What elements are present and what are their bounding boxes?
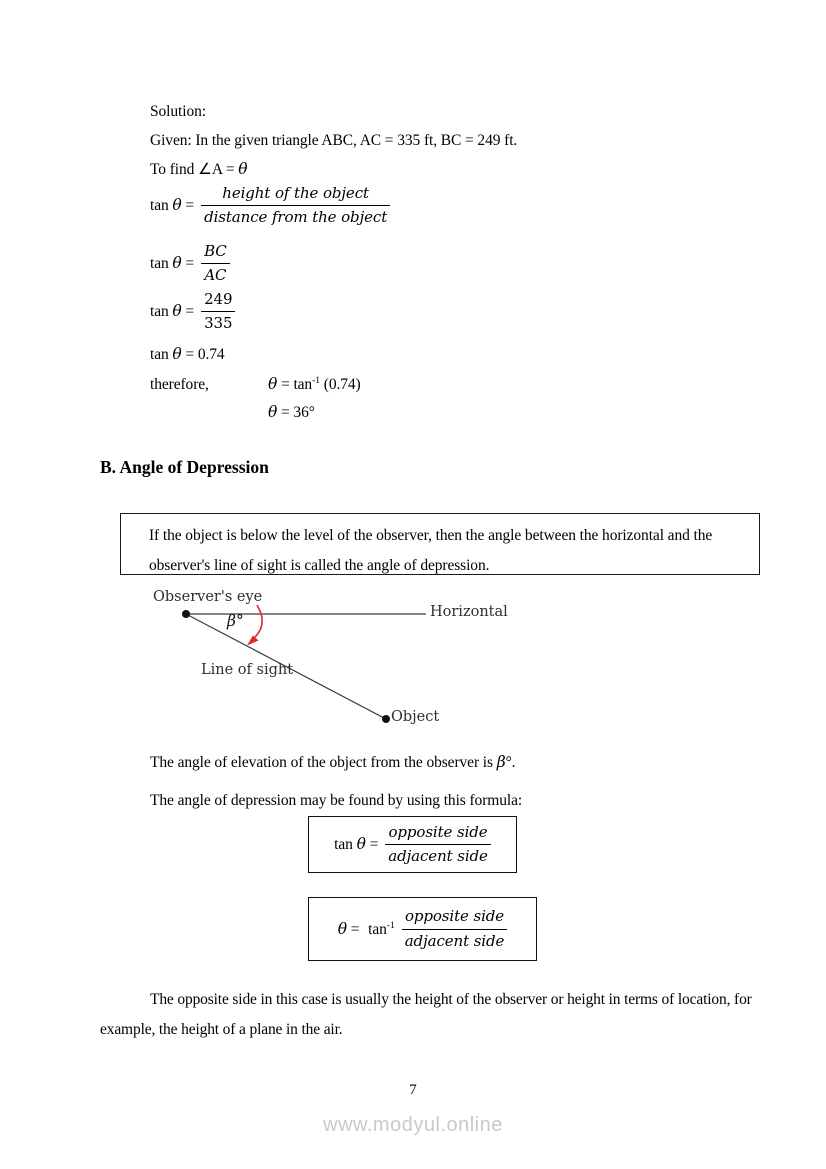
given-statement: Given: In the given triangle ABC, AC = 335 ft, BC = 249 ft. — [150, 132, 518, 149]
theta-symbol: θ — [356, 835, 366, 853]
to-find-statement — [150, 160, 248, 180]
line-of-sight-label: Line of sight — [201, 662, 294, 678]
watermark: www.modyul.online — [323, 1114, 503, 1136]
beta-angle-label: β° — [227, 612, 244, 630]
tan-function: tan — [150, 302, 173, 320]
tan-function: tan — [368, 920, 387, 938]
equation-inverse-tan — [268, 376, 361, 393]
fraction-numerator: opposite side — [402, 908, 508, 929]
fraction-numerator: opposite side — [385, 824, 491, 845]
equation-result — [268, 403, 315, 423]
definition-box: If the object is below the level of the observer, then the angle between the horizontal and the observer's line of sight is called the angle of depression. — [120, 513, 760, 575]
fraction-numerator: BC — [201, 243, 230, 264]
object-dot — [382, 715, 390, 723]
inverse-exponent: -1 — [312, 375, 320, 386]
theta-symbol: θ — [172, 301, 182, 320]
page-number: 7 — [409, 1082, 417, 1098]
observer-eye-dot — [182, 610, 190, 618]
to-find-text: To find ∠A = — [150, 161, 239, 178]
fraction-numerator: 249 — [201, 291, 235, 312]
closing-paragraph: The opposite side in this case is usually the height of the observer or height in terms of location, for example, the height of a plane in the air. — [100, 991, 752, 1038]
elevation-note-suffix: °. — [505, 754, 516, 771]
formula-box-tan — [308, 816, 517, 873]
equals-sign: = — [181, 196, 195, 214]
solution-label: Solution: — [150, 103, 206, 120]
equation-lhs — [150, 196, 194, 216]
result-value: = 36° — [277, 404, 315, 421]
tan-function: tan — [150, 254, 173, 272]
fraction-denominator: adjacent side — [404, 931, 505, 950]
fraction-249-335 — [201, 291, 235, 333]
theta-symbol: θ — [337, 919, 347, 938]
equation-lhs — [150, 254, 194, 274]
theta-symbol: θ — [172, 345, 182, 363]
theta-symbol: θ — [172, 195, 182, 214]
fraction-denominator: distance from the object — [204, 208, 388, 227]
formula-intro: The angle of depression may be found by using this formula: — [150, 792, 523, 809]
equals-sign: = — [365, 836, 379, 853]
equals-sign: = — [277, 376, 294, 393]
equals-sign: = — [181, 302, 195, 320]
section-heading: B. Angle of Depression — [100, 457, 269, 477]
equation-tan-sides — [150, 243, 230, 285]
equation-tan-values — [150, 291, 235, 333]
equals-sign: = — [346, 920, 364, 938]
observer-eye-label: Observer's eye — [153, 589, 263, 605]
inverse-exponent: -1 — [386, 920, 395, 931]
tan-function: tan — [150, 346, 173, 363]
theta-symbol: θ — [268, 403, 278, 421]
angle-arc — [253, 605, 262, 639]
tan-function: tan — [293, 376, 313, 393]
fraction-bc-ac — [201, 243, 230, 285]
object-label: Object — [391, 709, 440, 725]
equals-sign: = — [181, 254, 195, 272]
elevation-note-text: The angle of elevation of the object from the observer is — [150, 754, 497, 771]
tan-function: tan — [334, 836, 357, 853]
fraction-opposite-adjacent — [402, 908, 508, 950]
equation-lhs — [150, 302, 194, 322]
angle-arc-arrowhead — [247, 636, 259, 646]
fraction-numerator: height of the object — [201, 185, 390, 206]
fraction-opposite-adjacent — [385, 824, 491, 866]
beta-symbol: β — [496, 753, 506, 771]
equation-argument: (0.74) — [320, 376, 361, 393]
equation-tan-ratio — [150, 185, 390, 227]
equation-tan-decimal — [150, 345, 225, 365]
formula-lhs — [334, 835, 378, 854]
formula-lhs — [338, 920, 395, 939]
tan-function: tan — [150, 196, 173, 214]
theta-symbol: θ — [172, 253, 182, 272]
equation-value: = 0.74 — [181, 346, 225, 363]
elevation-note — [150, 753, 515, 773]
therefore-label: therefore, — [150, 376, 209, 393]
fraction-denominator: adjacent side — [388, 847, 488, 865]
fraction-denominator: 335 — [204, 314, 233, 333]
fraction-denominator: AC — [204, 266, 227, 285]
theta-symbol: θ — [268, 375, 278, 393]
formula-box-inverse-tan — [308, 897, 537, 961]
horizontal-label: Horizontal — [430, 604, 508, 620]
therefore-line — [150, 375, 361, 395]
angle-of-depression-diagram — [100, 588, 660, 740]
diagram-canvas — [100, 588, 660, 740]
theta-symbol: θ — [238, 160, 248, 178]
fraction-height-distance — [201, 185, 390, 227]
